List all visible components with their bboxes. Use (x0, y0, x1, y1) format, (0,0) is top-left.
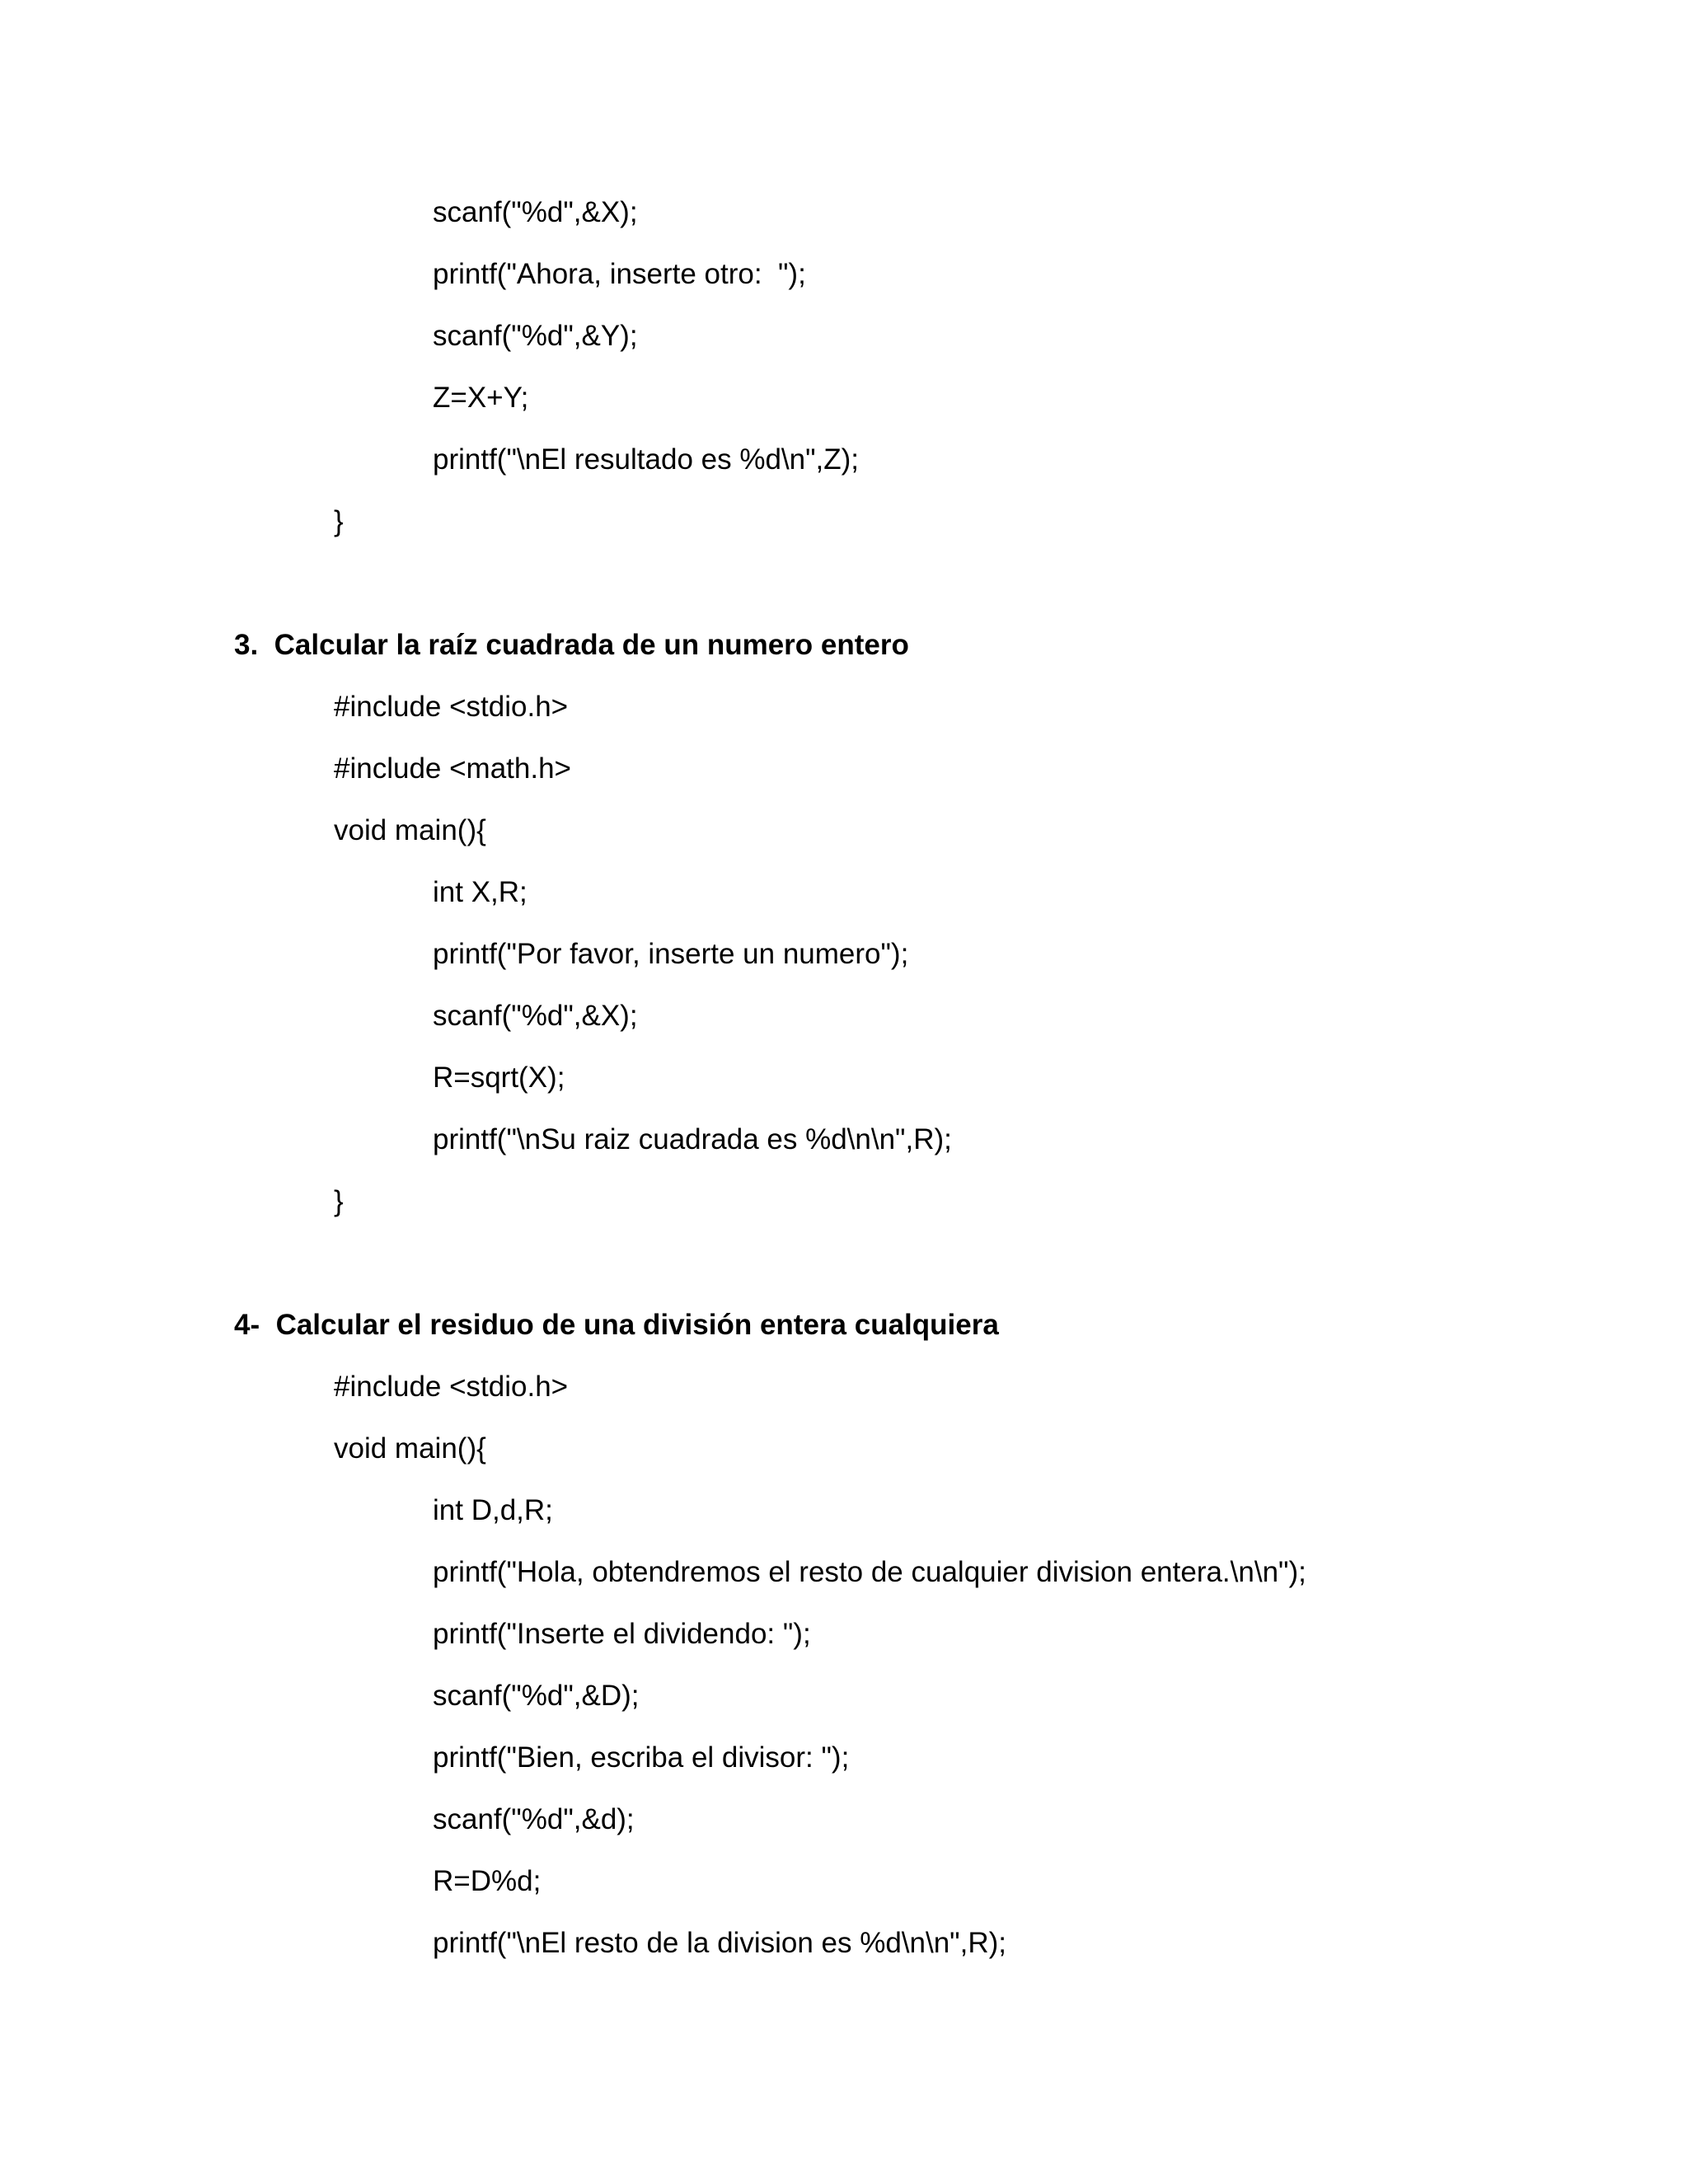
code-line: printf("Por favor, inserte un numero"); (433, 938, 909, 970)
code-line: int X,R; (433, 876, 528, 908)
section-heading: 4- Calcular el residuo de una división entera cualquiera (234, 1309, 999, 1341)
code-line: scanf("%d",&Y); (433, 320, 638, 352)
code-line: printf("\nSu raiz cuadrada es %d\n\n",R); (433, 1123, 952, 1155)
closing-brace: } (334, 505, 344, 537)
code-line: printf("\nEl resultado es %d\n",Z); (433, 443, 860, 476)
include-line: #include <stdio.h> (334, 691, 569, 723)
code-line: R=sqrt(X); (433, 1062, 565, 1094)
include-line: #include <stdio.h> (334, 1371, 569, 1403)
code-line: R=D%d; (433, 1865, 542, 1897)
code-line: scanf("%d",&X); (433, 1000, 638, 1032)
code-line: scanf("%d",&X); (433, 196, 638, 228)
code-line: printf("\nEl resto de la division es %d\n\n",R); (433, 1927, 1006, 1959)
closing-brace: } (334, 1185, 344, 1217)
code-line: int D,d,R; (433, 1494, 553, 1526)
code-line: scanf("%d",&d); (433, 1803, 635, 1835)
code-line: printf("Bien, escriba el divisor: "); (433, 1741, 850, 1774)
code-line: scanf("%d",&D); (433, 1680, 640, 1712)
code-line: printf("Hola, obtendremos el resto de cualquier division entera.\n\n"); (433, 1556, 1306, 1588)
code-line: printf("Inserte el dividendo: "); (433, 1618, 811, 1650)
section-heading: 3. Calcular la raíz cuadrada de un numero entero (234, 629, 909, 661)
include-line: #include <math.h> (334, 752, 571, 785)
code-line: Z=X+Y; (433, 382, 529, 414)
main-declaration: void main(){ (334, 1432, 486, 1465)
code-line: printf("Ahora, inserte otro: "); (433, 258, 806, 290)
main-declaration: void main(){ (334, 814, 486, 846)
